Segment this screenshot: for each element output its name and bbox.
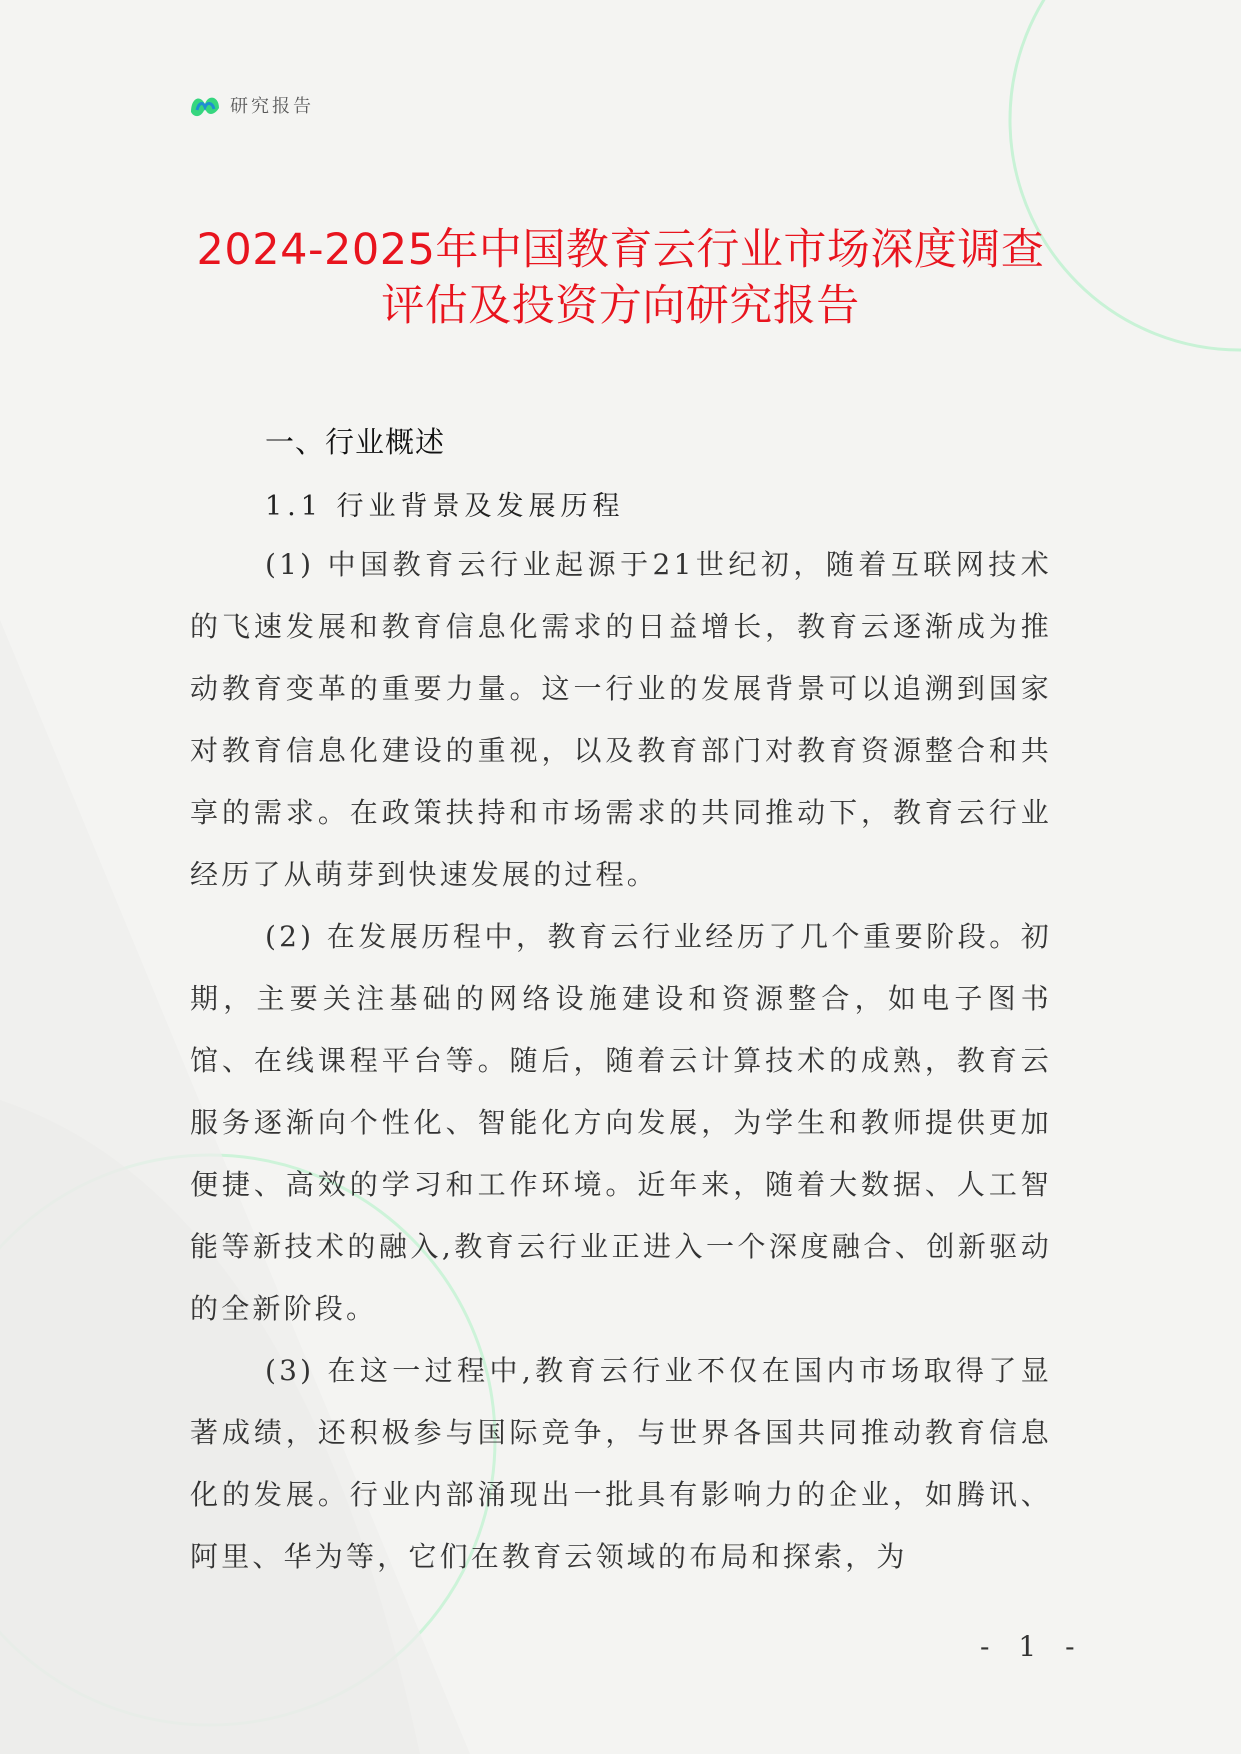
page-number: - 1 - — [980, 1630, 1085, 1663]
paragraph-1: (1) 中国教育云行业起源于21世纪初，随着互联网技术的飞速发展和教育信息化需求的日益增长，教育云逐渐成为推动教育变革的重要力量。这一行业的发展背景可以追溯到国家对教育信息化建设的重视，以及教育部门对教育资源整合和共享的需求。在政策扶持和市场需求的共同推动下，教育云行业经历了从萌芽到快速发展的过程。 — [190, 548, 1052, 891]
report-header — [188, 90, 314, 120]
header-label: 研究报告 — [230, 96, 314, 117]
section-heading: 一、行业概述 — [265, 425, 446, 459]
subsection-heading: 1.1 行业背景及发展历程 — [265, 491, 625, 522]
leaf-logo-icon — [188, 90, 222, 120]
paragraph-2: (2) 在发展历程中，教育云行业经历了几个重要阶段。初期，主要关注基础的网络设施建设和资源整合，如电子图书馆、在线课程平台等。随后，随着云计算技术的成熟，教育云服务逐渐向个性化、智能化方向发展，为学生和教师提供更加便捷、高效的学习和工作环境。近年来，随着大数据、人工智能等新技术的融入,教育云行业正进入一个深度融合、创新驱动的全新阶段。 — [190, 920, 1052, 1325]
title-line-1: 2024-2025年中国教育云行业市场深度调查 — [196, 225, 1045, 275]
report-title — [0, 222, 1241, 334]
body-text — [190, 534, 1052, 1588]
paragraph-3: (3) 在这一过程中,教育云行业不仅在国内市场取得了显著成绩，还积极参与国际竞争，与世界各国共同推动教育信息化的发展。行业内部涌现出一批具有影响力的企业，如腾讯、阿里、华为等，它们在教育云领域的布局和探索，为 — [190, 1354, 1052, 1573]
title-line-2: 评估及投资方向研究报告 — [381, 281, 860, 331]
